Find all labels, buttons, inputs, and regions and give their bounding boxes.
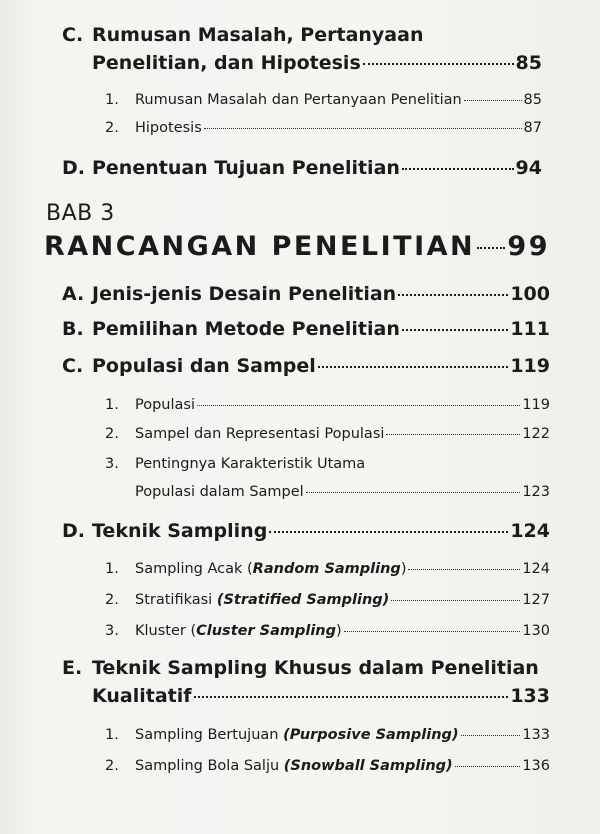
item-marker: 1. [105,727,119,743]
dot-leader [386,434,520,435]
section-title: Jenis-jenis Desain Penelitian [92,283,397,305]
item-title-cont: Populasi dalam Sampel [135,484,304,500]
chapter-label: BAB 3 [46,201,115,226]
chapter-title: RANCANGAN PENELITIAN [44,231,476,262]
section-title: Pemilihan Metode Penelitian [92,318,400,340]
page-number: 85 [515,52,542,74]
toc-item[interactable] [105,727,550,743]
section-title: Teknik Sampling Khusus dalam Penelitian [92,657,539,679]
item-title: Sampling Acak (Random Sampling) [135,561,407,577]
section-marker: A. [62,283,85,305]
dot-leader [455,766,521,767]
item-title: Rumusan Masalah dan Pertanyaan Penelitian [135,92,462,108]
item-marker: 1. [105,561,119,577]
item-marker: 1. [105,397,119,413]
toc-section-e-line2[interactable] [92,685,550,707]
toc-section-d[interactable] [62,520,550,542]
toc-item[interactable] [105,426,550,442]
dot-leader [363,63,514,65]
page-number: 87 [523,120,542,136]
item-marker: 2. [105,120,119,136]
section-title-cont: Penelitian, dan Hipotesis [92,52,361,74]
dot-leader [402,168,514,170]
page-number: 111 [510,318,550,340]
dot-leader [344,631,521,632]
item-marker: 2. [105,758,119,774]
dot-leader [318,366,509,368]
toc-section-e[interactable] [62,657,550,679]
dot-leader [398,294,508,296]
item-title: Pentingnya Karakteristik Utama [135,456,366,472]
toc-item[interactable] [105,592,550,608]
page-number: 119 [510,355,550,377]
toc-item[interactable] [105,456,550,472]
section-title: Penentuan Tujuan Penelitian [92,157,400,179]
toc-section-d-prev[interactable] [62,157,542,179]
item-title: Sampling Bola Salju (Snowball Sampling) [135,758,453,774]
section-marker: B. [62,318,84,340]
section-marker: D. [62,520,85,542]
page-number: 94 [515,157,542,179]
dot-leader [408,569,520,570]
dot-leader [204,128,522,129]
item-title: Populasi [135,397,195,413]
item-title: Sampel dan Representasi Populasi [135,426,385,442]
dot-leader [306,492,521,493]
toc-chapter[interactable] [44,231,550,262]
section-marker: E. [62,657,83,679]
dot-leader [477,247,505,249]
toc-item[interactable] [105,397,550,413]
page-number: 133 [510,685,550,707]
dot-leader [269,531,508,533]
item-title: Kluster (Cluster Sampling) [135,623,342,639]
page-number: 119 [522,397,550,413]
toc-section-c[interactable] [62,355,550,377]
section-marker: C. [62,24,84,46]
page-number: 122 [522,426,550,442]
section-title: Teknik Sampling [92,520,268,542]
item-marker: 3. [105,623,119,639]
page-number: 85 [523,92,542,108]
section-title-cont: Kualitatif [92,685,192,707]
dot-leader [464,100,522,101]
section-title: Rumusan Masalah, Pertanyaan [92,24,424,46]
toc-item[interactable] [105,561,550,577]
page-number: 136 [522,758,550,774]
toc-item[interactable] [105,623,550,639]
toc-section-a[interactable] [62,283,550,305]
dot-leader [197,405,520,406]
page-number: 123 [522,484,550,500]
dot-leader [194,696,509,698]
section-marker: C. [62,355,84,377]
dot-leader [461,735,521,736]
page-number: 133 [522,727,550,743]
item-marker: 2. [105,592,119,608]
toc-section-b[interactable] [62,318,550,340]
page-number: 99 [507,231,550,262]
page-number: 124 [510,520,550,542]
toc-item[interactable] [105,758,550,774]
item-title: Hipotesis [135,120,202,136]
page-number: 130 [522,623,550,639]
toc-section-c-prev[interactable] [62,24,542,46]
page-number: 127 [522,592,550,608]
item-marker: 3. [105,456,119,472]
item-marker: 1. [105,92,119,108]
section-title: Populasi dan Sampel [92,355,316,377]
section-marker: D. [62,157,85,179]
toc-section-c-prev-line2[interactable] [92,52,542,74]
page-number: 100 [510,283,550,305]
item-title: Sampling Bertujuan (Purposive Sampling) [135,727,459,743]
page-number: 124 [522,561,550,577]
dot-leader [402,329,508,331]
toc-item[interactable] [105,120,542,136]
item-title: Stratifikasi (Stratified Sampling) [135,592,390,608]
item-marker: 2. [105,426,119,442]
toc-item[interactable] [105,92,542,108]
dot-leader [391,600,520,601]
toc-item-cont[interactable] [135,484,550,500]
